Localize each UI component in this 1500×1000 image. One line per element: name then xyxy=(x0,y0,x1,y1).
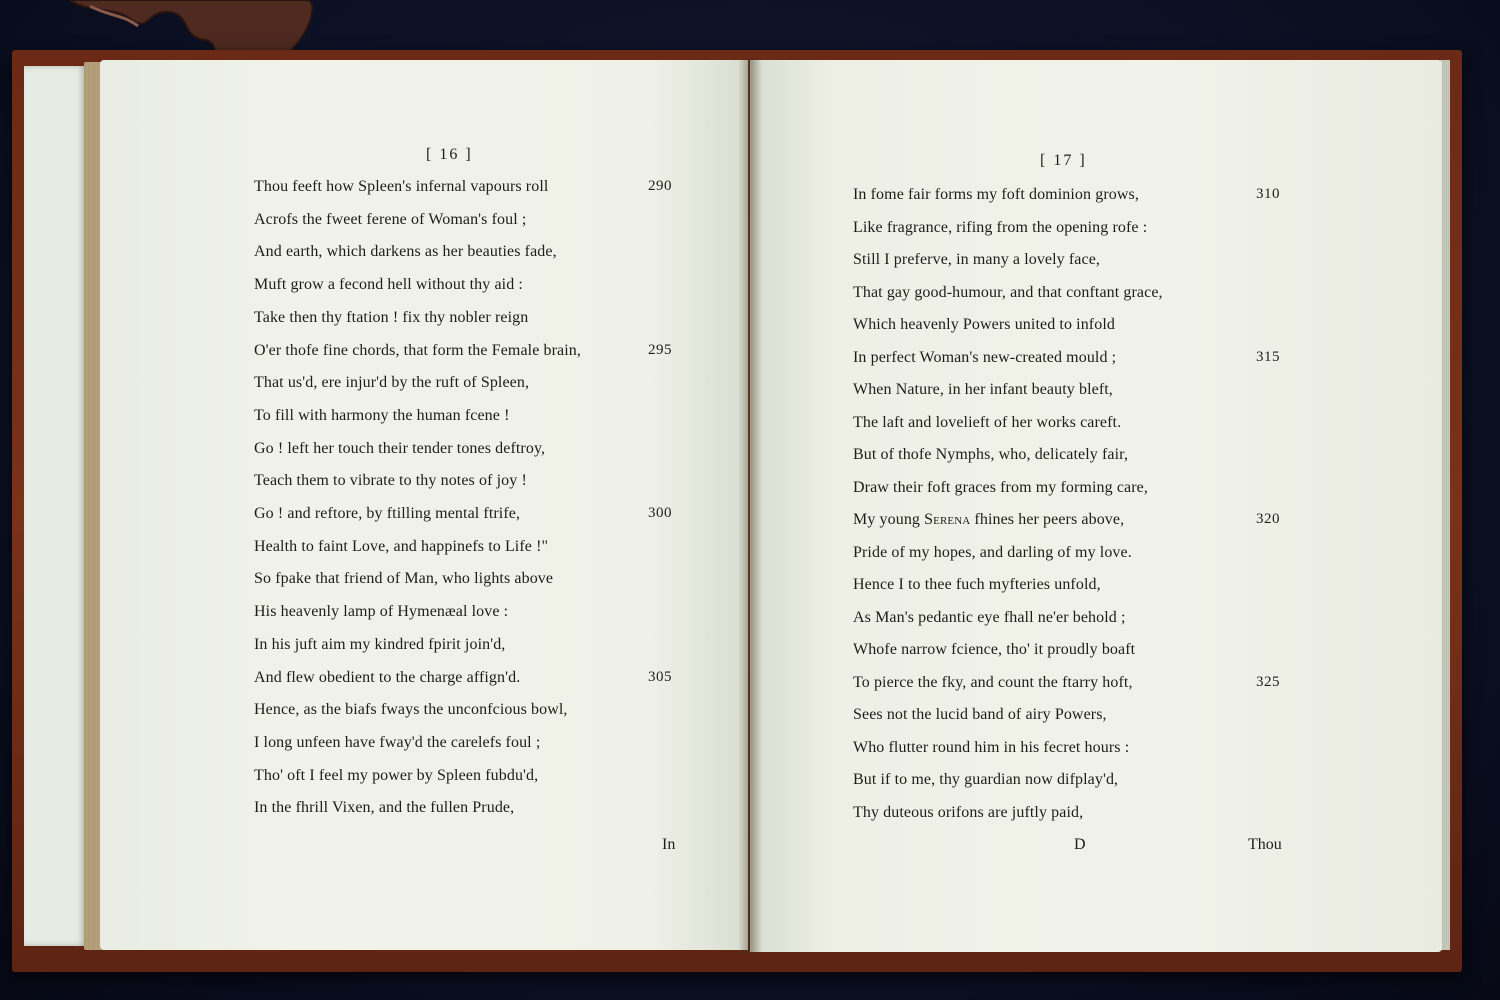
line-number: 300 xyxy=(648,505,672,521)
poem-line: Draw their foft graces from my forming care, xyxy=(853,478,1148,496)
poem-line: Pride of my hopes, and darling of my love. xyxy=(853,543,1132,561)
poem-line: To pierce the fky, and count the ftarry hoft, xyxy=(853,673,1133,691)
catchword: In xyxy=(662,836,676,853)
endpaper-flap xyxy=(24,66,86,946)
poem-line: That us'd, ere injur'd by the ruft of Spleen, xyxy=(254,374,530,392)
line-number: 310 xyxy=(1256,186,1280,202)
catchword: Thou xyxy=(1248,836,1282,853)
left-page xyxy=(100,60,748,950)
poem-line: Still I preferve, in many a lovely face, xyxy=(853,251,1101,268)
poem-line: Thy duteous orifons are juftly paid, xyxy=(853,803,1084,821)
poem-line: Hence, as the biafs fways the unconfcious bowl, xyxy=(254,701,568,719)
poem-line: I long unfeen have fway'd the carelefs foul ; xyxy=(254,733,541,751)
right-page xyxy=(750,60,1442,952)
book-gutter xyxy=(738,58,762,954)
poem-line: In fome fair forms my foft dominion grows, xyxy=(853,186,1139,203)
poem-line: In his juft aim my kindred fpirit join'd, xyxy=(254,635,506,653)
poem-line: That gay good-humour, and that conftant grace, xyxy=(853,283,1163,301)
poem-line: Which heavenly Powers united to infold xyxy=(853,316,1115,333)
line-number: 305 xyxy=(648,668,672,685)
page-header: [ 16 ] xyxy=(426,146,473,163)
line-number: 290 xyxy=(648,178,672,194)
page-header: [ 17 ] xyxy=(1040,152,1087,169)
poem-line: In perfect Woman's new-created mould ; xyxy=(853,348,1117,366)
poem-line: Tho' oft I feel my power by Spleen fubdu'd, xyxy=(254,766,539,784)
poem-line: So fpake that friend of Man, who lights above xyxy=(254,570,554,588)
poem-line: Muft grow a fecond hell without thy aid : xyxy=(254,276,523,294)
poem-line: In the fhrill Vixen, and the fullen Prude, xyxy=(254,799,515,817)
line-number: 295 xyxy=(648,341,672,358)
poem-line: Health to faint Love, and happinefs to Life !" xyxy=(254,537,549,555)
poem-line: But if to me, thy guardian now difplay'd, xyxy=(853,771,1119,788)
line-number: 315 xyxy=(1256,348,1280,365)
poem-line: Go ! and reftore, by ftilling mental ftrife, xyxy=(254,505,521,522)
poem-line: To fill with harmony the human fcene ! xyxy=(254,406,510,424)
poem-line-rest: fhines her peers above, xyxy=(970,511,1125,528)
poem-line: Whofe narrow fcience, tho' it proudly boaft xyxy=(853,641,1136,658)
poem-line: When Nature, in her infant beauty bleft, xyxy=(853,381,1113,398)
poem-line: And flew obedient to the charge affign'd. xyxy=(254,668,521,686)
poem-line: Sees not the lucid band of airy Powers, xyxy=(853,706,1107,723)
poem-line: Teach them to vibrate to thy notes of joy ! xyxy=(254,472,527,490)
poem-line: His heavenly lamp of Hymenæal love : xyxy=(254,603,509,621)
poem-line: Thou feeft how Spleen's infernal vapours roll xyxy=(254,178,549,195)
poem-line: But of thofe Nymphs, who, delicately fair, xyxy=(853,446,1129,463)
line-number: 320 xyxy=(1256,511,1280,527)
poem-line: Acrofs the fweet ferene of Woman's foul ; xyxy=(254,210,527,228)
poem-line: Who flutter round him in his fecret hours : xyxy=(853,738,1130,756)
poem-line: Hence I to thee fuch myfteries unfold, xyxy=(853,576,1101,593)
poem-line: My young Serena fhines her peers above, xyxy=(853,511,1125,528)
poem-line: Like fragrance, rifing from the opening rofe : xyxy=(853,218,1148,236)
poem-line: The laft and lovelieft of her works careft. xyxy=(853,413,1122,431)
line-number: 325 xyxy=(1256,673,1280,690)
poem-line: As Man's pedantic eye fhall ne'er behold ; xyxy=(853,608,1126,626)
poem-line: Go ! left her touch their tender tones deftroy, xyxy=(254,439,546,457)
character-name: Serena xyxy=(924,511,971,528)
poem-line: Take then thy ftation ! fix thy nobler reign xyxy=(254,308,529,326)
signature-mark: D xyxy=(1074,836,1086,853)
poem-line: And earth, which darkens as her beauties fade, xyxy=(254,243,557,261)
poem-line: O'er thofe fine chords, that form the Female brain, xyxy=(254,341,581,359)
